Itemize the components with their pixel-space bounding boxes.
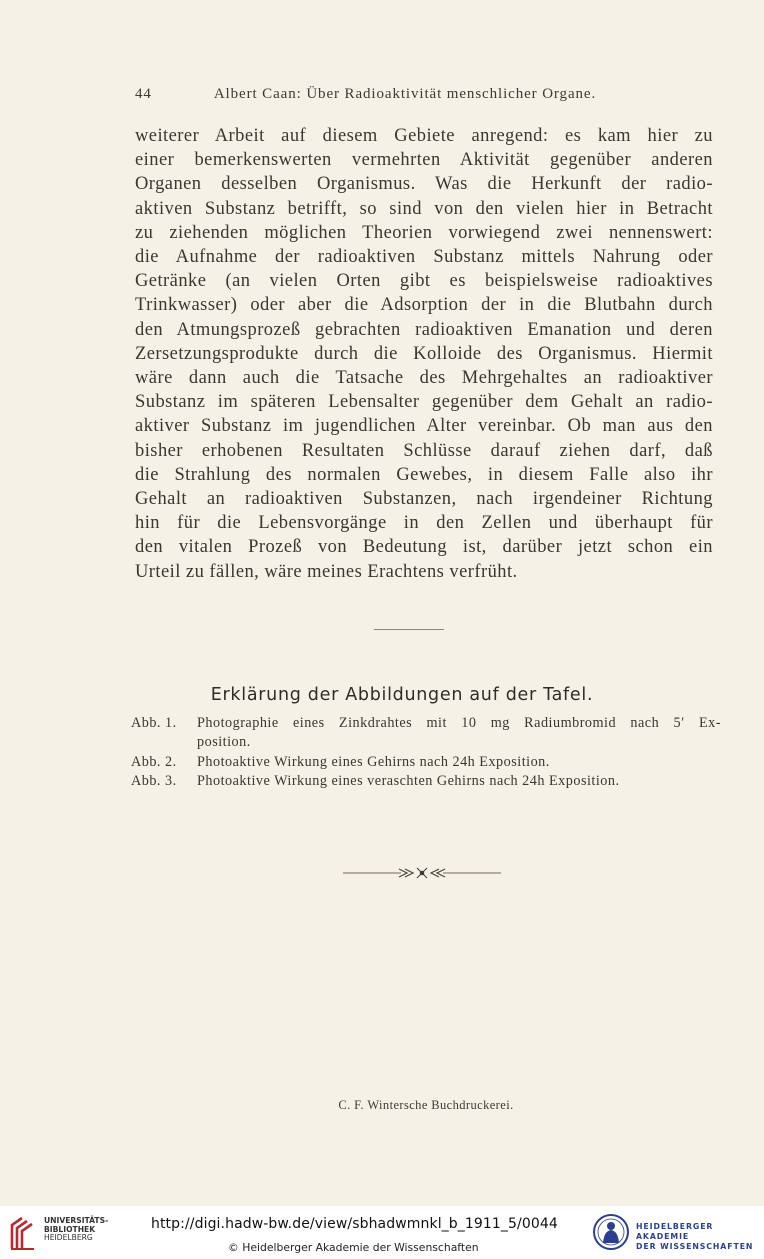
viewer-footer [0,1206,764,1259]
section-divider [374,629,444,630]
body-line: Trinkwasser) oder aber die Adsorption der in die Blutbahn durch [135,295,713,316]
academy-seal-icon [592,1212,630,1252]
academy-line-1: HEIDELBERGER AKADEMIE [636,1222,714,1241]
figure-caption [131,714,721,753]
permalink-url[interactable]: http://digi.hadw-bw.de/view/sbhadwmnkl_b_1911_5/0044 [151,1216,558,1232]
figure-caption-text [197,753,721,772]
plates-heading [0,685,764,705]
body-line: den vitalen Prozeß von Bedeutung ist, darüber jetzt schon ein [135,537,713,558]
body-line: Urteil zu fällen, wäre meines Erachtens verfrüht. [135,561,518,582]
library-line-2: BIBLIOTHEK [44,1224,96,1234]
figure-captions [131,714,721,791]
body-line: den Atmungsprozeß gebrachten radioaktiven Emanation und deren [135,319,713,340]
printer-imprint [0,1098,764,1113]
body-line: Gehalt an radioaktiven Substanzen, nach irgendeiner Richtung [135,489,713,510]
ornament-divider-icon [343,865,501,881]
body-line: einer bemerkenswerten vermehrten Aktivität gegenüber anderen [135,150,713,171]
university-library-name [44,1217,108,1243]
academy-line-2: DER WISSENSCHAFTEN [636,1242,754,1251]
figure-caption [131,753,721,772]
running-title: Albert Caan: Über Radioaktivität menschlicher Organe. [213,86,597,102]
body-line: Zersetzungsprodukte durch die Kolloide des Organismus. Hiermit [135,343,713,364]
figure-label: Abb. 2. [131,753,177,770]
copyright-notice: © Heidelberger Akademie der Wissenschaften [228,1241,479,1254]
body-line: aktiver Substanz im jugendlichen Alter vereinbar. Ob man aus den [135,416,713,437]
printer-imprint-text: C. F. Wintersche Buchdruckerei. [338,1098,514,1112]
figure-label: Abb. 1. [131,715,177,731]
caption-line: Photographie eines Zinkdrahtes mit 10 mg Radiumbromid nach 5′ Ex- [197,715,721,731]
plates-heading-text: Erklärung der Abbildungen auf der Tafel. [210,685,594,705]
body-line: Getränke (an vielen Orten gibt es beispielsweise radioaktives [135,271,713,292]
figure-caption [131,772,721,791]
caption-line: position. [197,734,251,751]
body-line: Substanz im späteren Lebensalter gegenüber dem Gehalt an radio- [135,392,713,413]
body-line: Organen desselben Organismus. Was die Herkunft der radio- [135,174,713,195]
figure-caption-text [197,772,721,791]
running-header [135,86,640,103]
body-line: hin für die Lebensvorgänge in den Zellen und überhaupt für [135,513,713,534]
body-line: die Aufnahme der radioaktiven Substanz mittels Nahrung oder [135,247,713,268]
academy-name [636,1222,764,1252]
body-text [135,124,713,584]
figure-label: Abb. 3. [131,772,177,789]
body-line: zu ziehenden möglichen Theorien vorwiegend zwei nennenswert: [135,222,713,243]
figure-caption-text [197,714,721,753]
caption-line: Photoaktive Wirkung eines Gehirns nach 24h Exposition. [197,753,550,770]
body-line: weiterer Arbeit auf diesem Gebiete anregend: es kam hier zu [135,126,713,146]
body-line: wäre dann auch die Tatsache des Mehrgehaltes an radioaktiver [135,368,713,389]
body-line: die Strahlung des normalen Gewebes, in diesem Falle also ihr [135,464,713,485]
library-line-3: HEIDELBERG [44,1233,93,1243]
page-number: 44 [135,86,152,102]
body-line: bisher erhobenen Resultaten Schlüsse darauf ziehen darf, daß [135,440,713,461]
caption-line: Photoaktive Wirkung eines veraschten Gehirns nach 24h Exposition. [197,772,620,789]
university-library-logo-icon [8,1215,38,1251]
body-line: aktiven Substanz betrifft, so sind von den vielen hier in Betracht [135,198,713,219]
library-line-1: UNIVERSITÄTS- [44,1216,109,1225]
